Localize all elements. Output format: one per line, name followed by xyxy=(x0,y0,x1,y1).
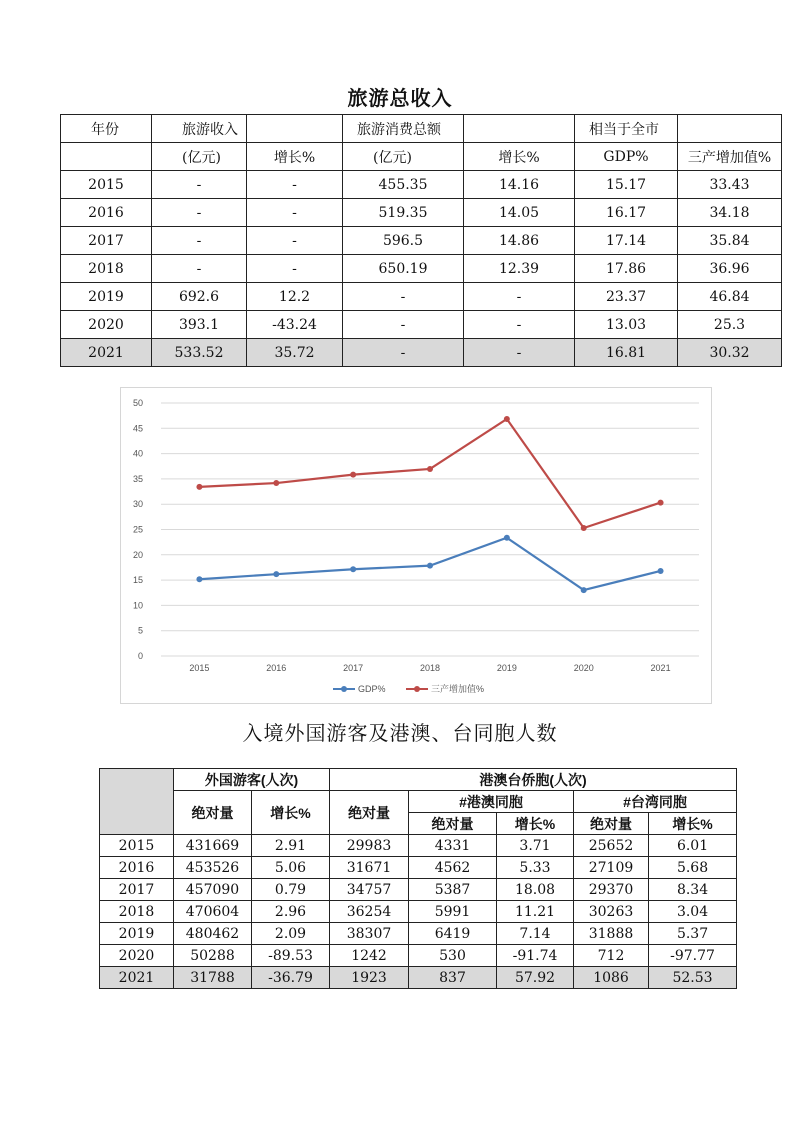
table-row xyxy=(100,835,737,857)
header-row xyxy=(61,143,782,171)
legend-label: GDP% xyxy=(358,684,386,694)
cell: 2020 xyxy=(61,311,152,339)
table-row xyxy=(100,923,737,945)
cell: 25.3 xyxy=(678,311,782,339)
y-tick-label: 5 xyxy=(137,625,143,636)
cell: 3.04 xyxy=(649,901,737,923)
cell: 35.84 xyxy=(678,227,782,255)
cell: 相当于全市 xyxy=(575,115,678,143)
cell: - xyxy=(152,171,247,199)
cell: 5.68 xyxy=(649,857,737,879)
data-point xyxy=(196,576,202,582)
cell: 25652 xyxy=(574,835,649,857)
header-hk: #港澳同胞 xyxy=(409,791,574,813)
cell: 2020 xyxy=(100,945,174,967)
cell: 15.17 xyxy=(575,171,678,199)
header-tw-abs: 绝对量 xyxy=(574,813,649,835)
cell: 2018 xyxy=(100,901,174,923)
cell: - xyxy=(247,171,343,199)
series-line-1 xyxy=(199,419,660,528)
table-row xyxy=(61,171,782,199)
cell: 16.17 xyxy=(575,199,678,227)
cell: 2017 xyxy=(61,227,152,255)
cell: 5.37 xyxy=(649,923,737,945)
header-row xyxy=(61,115,782,143)
cell: 14.05 xyxy=(464,199,575,227)
y-tick-label: 35 xyxy=(132,473,143,484)
cell: 34757 xyxy=(330,879,409,901)
header-foreign-abs: 绝对量 xyxy=(174,791,252,835)
table2-title: 入境外国游客及港澳、台同胞人数 xyxy=(242,721,558,745)
y-tick-label: 40 xyxy=(132,448,143,459)
cell: (亿元) xyxy=(343,143,464,171)
cell: 16.81 xyxy=(575,339,678,367)
legend-swatch-point xyxy=(341,686,347,692)
data-point xyxy=(504,535,510,541)
cell: 38307 xyxy=(330,923,409,945)
x-tick-label: 2019 xyxy=(496,663,517,673)
header-hk-abs: 绝对量 xyxy=(409,813,497,835)
cell: 31888 xyxy=(574,923,649,945)
table-row xyxy=(61,283,782,311)
cell: -91.74 xyxy=(497,945,574,967)
cell: 8.34 xyxy=(649,879,737,901)
cell: 2.96 xyxy=(252,901,330,923)
cell: 增长% xyxy=(247,143,343,171)
header-tw-growth: 增长% xyxy=(649,813,737,835)
cell: - xyxy=(464,339,575,367)
data-point xyxy=(658,500,664,506)
cell: 年份 xyxy=(61,115,152,143)
cell: 14.86 xyxy=(464,227,575,255)
corner-cell xyxy=(100,769,174,835)
cell: - xyxy=(343,339,464,367)
cell: 50288 xyxy=(174,945,252,967)
y-tick-label: 30 xyxy=(132,499,143,510)
data-point xyxy=(350,566,356,572)
cell: 2021 xyxy=(100,967,174,989)
table-row xyxy=(61,255,782,283)
cell: 33.43 xyxy=(678,171,782,199)
data-point xyxy=(196,484,202,490)
cell: 2016 xyxy=(61,199,152,227)
table-row xyxy=(100,901,737,923)
data-point xyxy=(581,525,587,531)
cell: 2.91 xyxy=(252,835,330,857)
x-tick-label: 2020 xyxy=(573,663,594,673)
data-point xyxy=(350,472,356,478)
cell: 455.35 xyxy=(343,171,464,199)
cell: 2016 xyxy=(100,857,174,879)
cell: - xyxy=(247,255,343,283)
cell: 1242 xyxy=(330,945,409,967)
table-row xyxy=(61,311,782,339)
x-tick-label: 2018 xyxy=(419,663,441,673)
cell: 3.71 xyxy=(497,835,574,857)
data-point xyxy=(581,587,587,593)
y-tick-label: 15 xyxy=(132,575,143,586)
cell: 1086 xyxy=(574,967,649,989)
cell: 29983 xyxy=(330,835,409,857)
cell: 4331 xyxy=(409,835,497,857)
cell: 13.03 xyxy=(575,311,678,339)
cell xyxy=(678,115,782,143)
cell: 530 xyxy=(409,945,497,967)
y-tick-label: 25 xyxy=(132,524,143,535)
cell: 52.53 xyxy=(649,967,737,989)
cell: 36.96 xyxy=(678,255,782,283)
cell: 34.18 xyxy=(678,199,782,227)
cell: -36.79 xyxy=(252,967,330,989)
cell: 650.19 xyxy=(343,255,464,283)
cell: 2.09 xyxy=(252,923,330,945)
cell: 453526 xyxy=(174,857,252,879)
table1-title: 旅游总收入 xyxy=(347,86,453,110)
x-tick-label: 2016 xyxy=(266,663,287,673)
cell: 837 xyxy=(409,967,497,989)
cell: 5387 xyxy=(409,879,497,901)
cell: -97.77 xyxy=(649,945,737,967)
cell: 4562 xyxy=(409,857,497,879)
tourism-revenue-table xyxy=(60,114,782,367)
cell: 57.92 xyxy=(497,967,574,989)
y-tick-label: 45 xyxy=(132,423,143,434)
cell: 393.1 xyxy=(152,311,247,339)
cell: 5.06 xyxy=(252,857,330,879)
cell xyxy=(61,143,152,171)
cell: 480462 xyxy=(174,923,252,945)
cell: 519.35 xyxy=(343,199,464,227)
cell: - xyxy=(343,283,464,311)
cell: 31671 xyxy=(330,857,409,879)
cell: 18.08 xyxy=(497,879,574,901)
cell: - xyxy=(152,227,247,255)
cell: 36254 xyxy=(330,901,409,923)
cell: 457090 xyxy=(174,879,252,901)
data-point xyxy=(427,466,433,472)
cell: 470604 xyxy=(174,901,252,923)
table-row xyxy=(100,967,737,989)
x-tick-label: 2017 xyxy=(343,663,364,673)
cell: 17.14 xyxy=(575,227,678,255)
cell: 2019 xyxy=(61,283,152,311)
line-chart xyxy=(120,387,712,704)
cell: 17.86 xyxy=(575,255,678,283)
cell: 27109 xyxy=(574,857,649,879)
cell: 7.14 xyxy=(497,923,574,945)
data-point xyxy=(273,571,279,577)
cell: 431669 xyxy=(174,835,252,857)
header-foreign-growth: 增长% xyxy=(252,791,330,835)
cell: 6419 xyxy=(409,923,497,945)
cell: 2019 xyxy=(100,923,174,945)
cell: 5.33 xyxy=(497,857,574,879)
cell: 11.21 xyxy=(497,901,574,923)
cell: 46.84 xyxy=(678,283,782,311)
cell: 596.5 xyxy=(343,227,464,255)
cell: 30263 xyxy=(574,901,649,923)
cell: -89.53 xyxy=(252,945,330,967)
inbound-visitors-table xyxy=(99,768,737,989)
header-hmt: 港澳台侨胞(人次) xyxy=(330,769,737,791)
cell: 三产增加值% xyxy=(678,143,782,171)
cell: 29370 xyxy=(574,879,649,901)
cell: (亿元) xyxy=(152,143,247,171)
table-row xyxy=(61,199,782,227)
data-point xyxy=(273,480,279,486)
x-tick-label: 2021 xyxy=(650,663,671,673)
cell: 31788 xyxy=(174,967,252,989)
cell: 2015 xyxy=(61,171,152,199)
cell: - xyxy=(152,255,247,283)
cell: 0.79 xyxy=(252,879,330,901)
cell: 6.01 xyxy=(649,835,737,857)
cell: 692.6 xyxy=(152,283,247,311)
cell: - xyxy=(464,311,575,339)
header-hmt-abs: 绝对量 xyxy=(330,791,409,835)
cell xyxy=(247,115,343,143)
y-tick-label: 20 xyxy=(132,549,143,560)
table-row xyxy=(61,227,782,255)
y-tick-label: 10 xyxy=(132,600,143,611)
cell: 14.16 xyxy=(464,171,575,199)
cell: -43.24 xyxy=(247,311,343,339)
cell: 35.72 xyxy=(247,339,343,367)
cell: 旅游收入 xyxy=(152,115,247,143)
cell: - xyxy=(464,283,575,311)
legend-swatch-point xyxy=(414,686,420,692)
cell: 5991 xyxy=(409,901,497,923)
y-tick-label: 0 xyxy=(137,651,143,661)
cell: GDP% xyxy=(575,143,678,171)
chart-svg xyxy=(121,388,711,703)
header-hk-growth: 增长% xyxy=(497,813,574,835)
cell: 2017 xyxy=(100,879,174,901)
cell: 12.2 xyxy=(247,283,343,311)
cell: 2018 xyxy=(61,255,152,283)
cell: 增长% xyxy=(464,143,575,171)
header-tw: #台湾同胞 xyxy=(574,791,737,813)
cell: 23.37 xyxy=(575,283,678,311)
cell: 2015 xyxy=(100,835,174,857)
cell xyxy=(464,115,575,143)
cell: 1923 xyxy=(330,967,409,989)
x-tick-label: 2015 xyxy=(189,663,210,673)
cell: 旅游消费总额 xyxy=(343,115,464,143)
cell: 30.32 xyxy=(678,339,782,367)
cell: 2021 xyxy=(61,339,152,367)
table-row xyxy=(100,857,737,879)
cell: 533.52 xyxy=(152,339,247,367)
data-point xyxy=(658,568,664,574)
table-row xyxy=(100,879,737,901)
cell: - xyxy=(247,227,343,255)
cell: - xyxy=(247,199,343,227)
cell: 12.39 xyxy=(464,255,575,283)
cell: - xyxy=(343,311,464,339)
legend-label: 三产增加值% xyxy=(431,684,485,694)
cell: 712 xyxy=(574,945,649,967)
table-row xyxy=(61,339,782,367)
cell: - xyxy=(152,199,247,227)
y-tick-label: 50 xyxy=(132,398,143,408)
header-foreign: 外国游客(人次) xyxy=(174,769,330,791)
data-point xyxy=(427,563,433,569)
data-point xyxy=(504,416,510,422)
table-row xyxy=(100,945,737,967)
